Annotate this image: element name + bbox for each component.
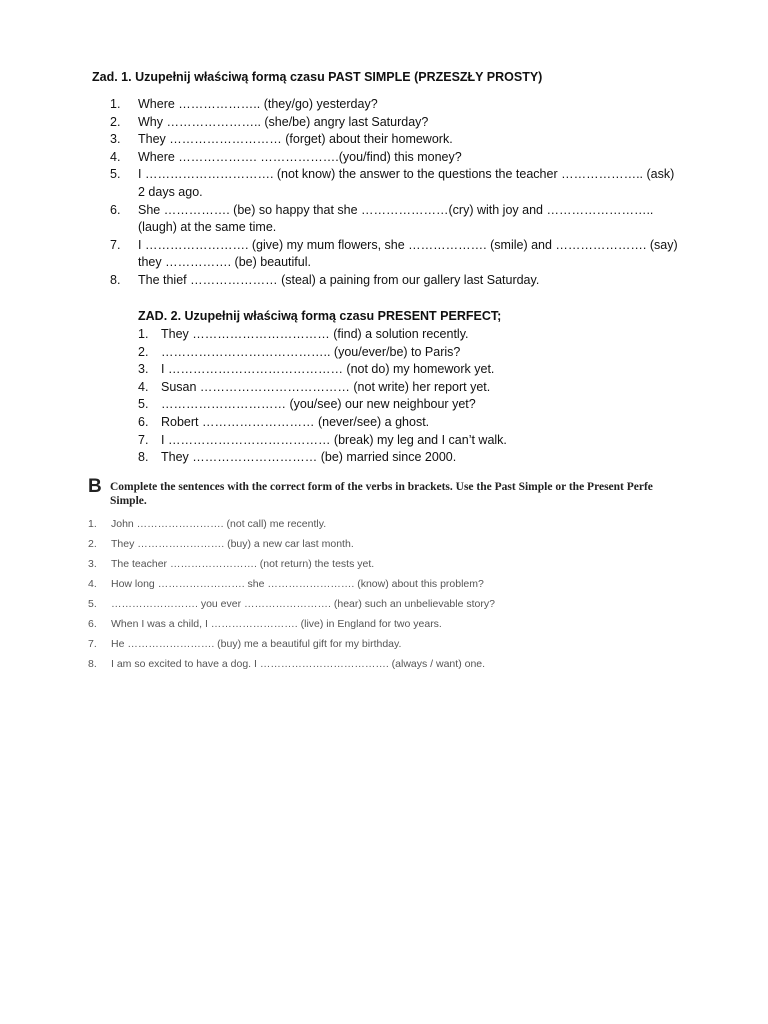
item-number: 4. bbox=[138, 379, 149, 394]
exercise-2-item bbox=[138, 344, 638, 362]
item-text: John ……………………. (not call) me recently. bbox=[111, 518, 327, 530]
exercise-b-item bbox=[88, 574, 678, 594]
item-number: 5. bbox=[110, 167, 121, 182]
exercise-1-item bbox=[110, 131, 680, 149]
exercise-b-instruction bbox=[110, 480, 678, 508]
item-text: She ……………. (be) so happy that she …………………(cry) with joy and …………………….. (laugh) at the same time. bbox=[138, 202, 654, 235]
item-text: How long ……………………. she ……………………. (know) about this problem? bbox=[111, 578, 484, 590]
item-number: 7. bbox=[138, 432, 149, 447]
exercise-1-item bbox=[110, 272, 680, 290]
instruction-line-2: Simple. bbox=[110, 495, 147, 507]
item-number: 2. bbox=[88, 538, 97, 550]
item-text: He ……………………. (buy) me a beautiful gift for my birthday. bbox=[111, 638, 402, 650]
exercise-1-list bbox=[110, 96, 680, 290]
exercise-b-item bbox=[88, 514, 678, 534]
item-text: The teacher ……………………. (not return) the tests yet. bbox=[111, 558, 375, 570]
exercise-2-title: ZAD. 2. Uzupełnij właściwą formą czasu PRESENT PERFECT; bbox=[138, 309, 502, 323]
item-number: 3. bbox=[138, 362, 149, 377]
item-number: 5. bbox=[138, 397, 149, 412]
item-number: 5. bbox=[88, 598, 97, 610]
exercise-1-item bbox=[110, 237, 680, 272]
exercise-1-item bbox=[110, 96, 680, 114]
exercise-2-item bbox=[138, 361, 638, 379]
item-text: ………………………………….. (you/ever/be) to Paris? bbox=[161, 344, 461, 359]
exercise-2-list bbox=[138, 326, 638, 467]
item-number: 4. bbox=[110, 149, 121, 164]
item-text: I …………………………………… (not do) my homework yet. bbox=[161, 362, 495, 377]
item-number: 8. bbox=[110, 272, 121, 287]
item-text: They ……………………. (buy) a new car last month. bbox=[111, 538, 354, 550]
exercise-2-item bbox=[138, 326, 638, 344]
item-number: 6. bbox=[88, 618, 97, 630]
item-text: I …………………………. (not know) the answer to the questions the teacher ……………….. (ask) 2 days ago. bbox=[138, 167, 675, 199]
item-number: 1. bbox=[138, 327, 149, 341]
item-text: ………………………… (you/see) our new neighbour yet? bbox=[161, 397, 476, 412]
exercise-1-title: Zad. 1. Uzupełnij właściwą formą czasu PAST SIMPLE (PRZESZŁY PROSTY) bbox=[92, 70, 543, 84]
exercise-2-item bbox=[138, 449, 638, 467]
item-text: They ………………………… (be) married since 2000. bbox=[161, 450, 457, 465]
exercise-b-item bbox=[88, 654, 678, 674]
item-number: 6. bbox=[138, 414, 149, 429]
item-number: 1. bbox=[88, 518, 97, 530]
exercise-2-item bbox=[138, 432, 638, 450]
item-text: ……………………. you ever ……………………. (hear) such an unbelievable story? bbox=[111, 598, 495, 610]
item-text: I ……………………. (give) my mum flowers, she ………………. (smile) and …………………. (say) they ……………. (be) beautiful. bbox=[138, 237, 678, 270]
exercise-1-item bbox=[110, 149, 680, 167]
item-text: Where ………………. ……………….(you/find) this money? bbox=[138, 149, 462, 164]
item-text: The thief ………………… (steal) a paining from our gallery last Saturday. bbox=[138, 272, 540, 287]
section-letter: B bbox=[88, 476, 102, 497]
item-number: 8. bbox=[138, 450, 149, 465]
item-number: 7. bbox=[88, 638, 97, 650]
exercise-1-item bbox=[110, 202, 680, 237]
exercise-2-item bbox=[138, 414, 638, 432]
item-number: 4. bbox=[88, 578, 97, 590]
item-text: They …………………………… (find) a solution recently. bbox=[161, 327, 469, 341]
item-text: They ……………………… (forget) about their homework. bbox=[138, 132, 453, 147]
exercise-1-item bbox=[110, 166, 680, 201]
item-number: 2. bbox=[110, 114, 121, 129]
exercise-b-item bbox=[88, 634, 678, 654]
exercise-b-item bbox=[88, 534, 678, 554]
item-number: 6. bbox=[110, 202, 121, 217]
instruction-line-1: Complete the sentences with the correct form of the verbs in brackets. Use the Past Simple or the Present Perfe bbox=[110, 481, 653, 493]
exercise-b-item bbox=[88, 614, 678, 634]
item-text: Where ……………….. (they/go) yesterday? bbox=[138, 97, 378, 111]
item-text: I ………………………………… (break) my leg and I can’t walk. bbox=[161, 432, 507, 447]
item-number: 8. bbox=[88, 658, 97, 670]
exercise-2-item bbox=[138, 396, 638, 414]
exercise-b-item bbox=[88, 594, 678, 614]
item-text: Why ………………….. (she/be) angry last Saturday? bbox=[138, 114, 429, 129]
exercise-2-item bbox=[138, 379, 638, 397]
item-number: 2. bbox=[138, 344, 149, 359]
item-text: When I was a child, I ……………………. (live) in England for two years. bbox=[111, 618, 442, 630]
item-text: Robert ……………………… (never/see) a ghost. bbox=[161, 414, 430, 429]
exercise-1-item bbox=[110, 114, 680, 132]
item-text: I am so excited to have a dog. I ………………………………. (always / want) one. bbox=[111, 658, 486, 670]
item-text: Susan ……………………………… (not write) her report yet. bbox=[161, 379, 491, 394]
exercise-b-item bbox=[88, 554, 678, 574]
exercise-b-list bbox=[88, 514, 678, 674]
item-number: 7. bbox=[110, 237, 121, 252]
item-number: 3. bbox=[110, 132, 121, 147]
item-number: 1. bbox=[110, 97, 121, 111]
item-number: 3. bbox=[88, 558, 97, 570]
